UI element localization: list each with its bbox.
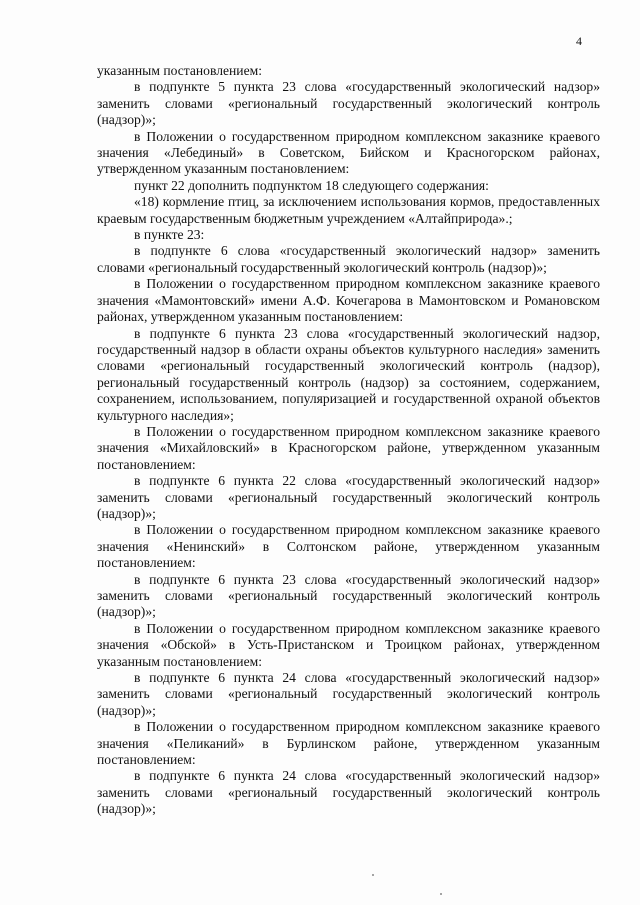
- paragraph: в Положении о государственном природном комплексном заказнике краевого значения «Пеликаний» в Бурлинском районе, утвержденном указанным постановлением:: [97, 719, 600, 768]
- paragraph: в Положении о государственном природном комплексном заказнике краевого значения «Ненинский» в Солтонском районе, утвержденном указанным постановлением:: [97, 522, 600, 571]
- paragraph: в подпункте 6 пункта 24 слова «государственный экологический надзор» заменить словами «региональный государственный экологический контроль (надзор)»;: [97, 670, 600, 718]
- paragraph-continuation: указанным постановлением:: [97, 63, 262, 78]
- paragraph: в подпункте 6 пункта 24 слова «государственный экологический надзор» заменить словами «региональный государственный экологический контроль (надзор)»;: [97, 768, 600, 817]
- paragraph: в Положении о государственном природном комплексном заказнике краевого значения «Лебединый» в Советском, Бийском и Красногорском районах, утвержденном указанным постановлением:: [97, 128, 600, 177]
- page-number: 4: [576, 34, 582, 48]
- document-body: [97, 63, 600, 818]
- paragraph: «18) кормление птиц, за исключением использования кормов, предоставленных краевым государственным бюджетным учреждением «Алтайприрода».;: [97, 194, 600, 226]
- paragraph: в Положении о государственном природном комплексном заказнике краевого значения «Мамонтовский» имени А.Ф. Кочегарова в Мамонтовском и Романовском районах, утвержденном указанным постановлением:: [97, 276, 600, 325]
- scan-speck: [372, 874, 374, 876]
- paragraph: в подпункте 6 пункта 23 слова «государственный экологический надзор, государственный надзор в области охраны объектов культурного наследия» заменить словами «региональный государственный экологический контроль (надзор), региональный государственный контроль (надзор) за состоянием, содержанием, сохранением, использованием, популяризацией и государственной охраной объектов культурного наследия»;: [97, 325, 600, 423]
- paragraph: пункт 22 дополнить подпунктом 18 следующего содержания:: [134, 177, 489, 193]
- paragraph: в Положении о государственном природном комплексном заказнике краевого значения «Михайловский» в Красногорском районе, утвержденном указанным постановлением:: [97, 423, 600, 472]
- paragraph: в пункте 23:: [134, 227, 205, 243]
- paragraph: в подпункте 5 пункта 23 слова «государственный экологический надзор» заменить словами «региональный государственный экологический контроль (надзор)»;: [97, 79, 600, 128]
- paragraph: в подпункте 6 пункта 23 слова «государственный экологический надзор» заменить словами «региональный государственный экологический контроль (надзор)»;: [97, 571, 600, 620]
- paragraph: в подпункте 6 пункта 22 слова «государственный экологический надзор» заменить словами «региональный государственный экологический контроль (надзор)»;: [97, 473, 600, 521]
- scan-speck: [440, 893, 442, 895]
- paragraph: в Положении о государственном природном комплексном заказнике краевого значения «Обской» в Усть-Пристанском и Троицком районах, утвержденном указанным постановлением:: [97, 620, 600, 669]
- paragraph: в подпункте 6 слова «государственный экологический надзор» заменить словами «региональный государственный экологический контроль (надзор)»;: [97, 243, 600, 275]
